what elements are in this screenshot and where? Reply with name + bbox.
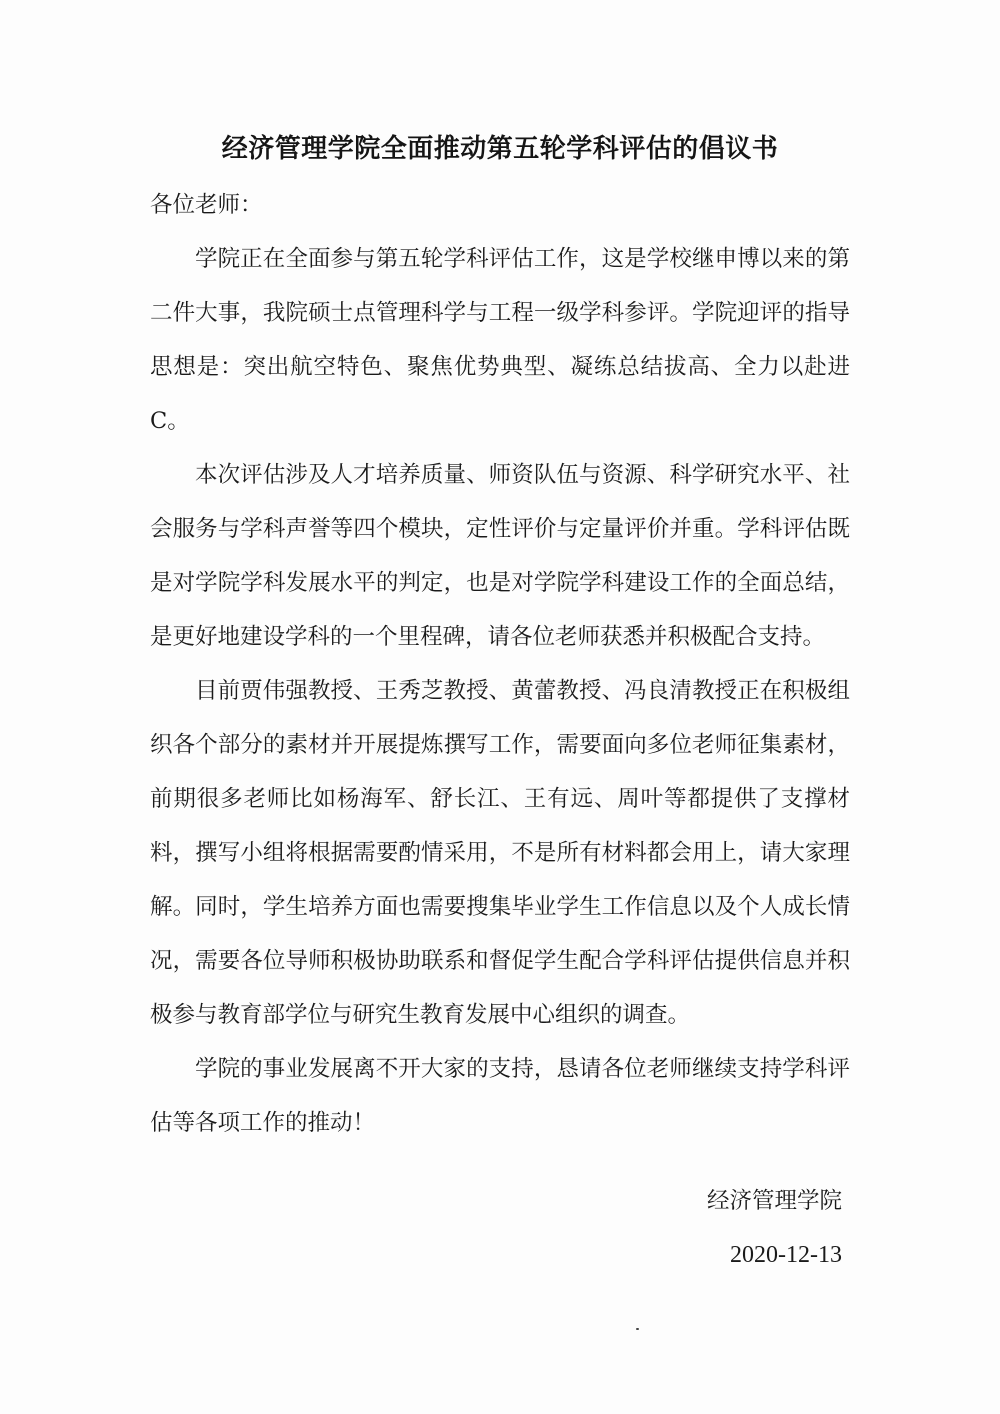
paragraph-4: 学院的事业发展离不开大家的支持，恳请各位老师继续支持学科评估等各项工作的推动！ bbox=[150, 1056, 850, 1136]
document-title: 经济管理学院全面推动第五轮学科评估的倡议书 bbox=[221, 134, 779, 164]
document-body bbox=[150, 178, 850, 1150]
paragraph-1: 学院正在全面参与第五轮学科评估工作，这是学校继申博以来的第二件大事，我院硕士点管理科学与工程一级学科参评。学院迎评的指导思想是：突出航空特色、聚焦优势典型、凝练总结拔高、全力以赴进C。 bbox=[150, 246, 850, 434]
scan-speck bbox=[636, 1328, 639, 1330]
salutation: 各位老师： bbox=[150, 192, 263, 218]
signature-date: 2020-12-13 bbox=[730, 1242, 842, 1268]
signature-organization: 经济管理学院 bbox=[706, 1188, 842, 1214]
paragraph-3: 目前贾伟强教授、王秀芝教授、黄蕾教授、冯良清教授正在积极组织各个部分的素材并开展提炼撰写工作，需要面向多位老师征集素材，前期很多老师比如杨海军、舒长江、王有远、周叶等都提供了支撑材料，撰写小组将根据需要酌情采用，不是所有材料都会用上，请大家理解。同时，学生培养方面也需要搜集毕业学生工作信息以及个人成长情况，需要各位导师积极协助联系和督促学生配合学科评估提供信息并积极参与教育部学位与研究生教育发展中心组织的调查。 bbox=[150, 678, 850, 1028]
paragraph-2: 本次评估涉及人才培养质量、师资队伍与资源、科学研究水平、社会服务与学科声誉等四个模块，定性评价与定量评价并重。学科评估既是对学院学科发展水平的判定，也是对学院学科建设工作的全面总结，是更好地建设学科的一个里程碑，请各位老师获悉并积极配合支持。 bbox=[150, 462, 850, 650]
